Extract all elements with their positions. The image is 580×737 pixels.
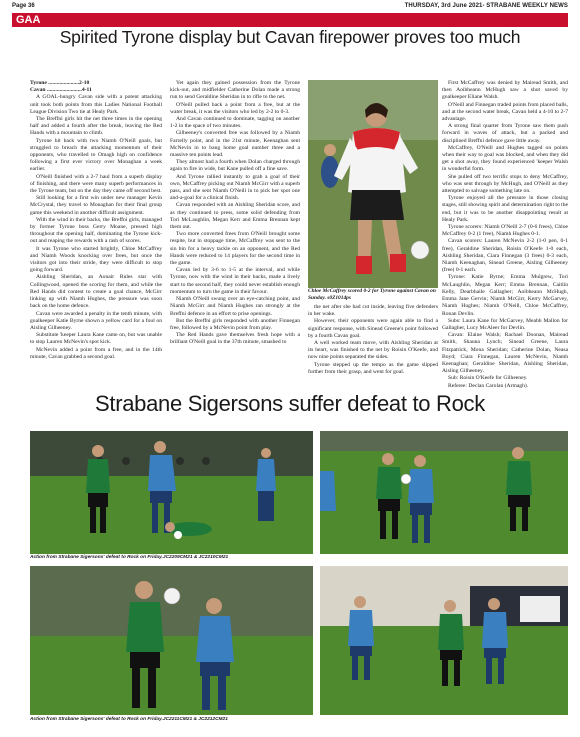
column-3-paragraphs <box>308 304 438 376</box>
paragraph: Tyrone hit back with two Niamh O'Neill goals, but struggled to breach the attacking momentum of their opponents, who travelled to Omagh high on confidence following a first ever victory over Monaghan a week earlier. <box>30 137 162 173</box>
photo-bottom-left <box>30 566 313 715</box>
photo-top-right-illustration <box>320 431 568 554</box>
photo-top-right <box>320 431 568 554</box>
paragraph: Referee: Declan Carolan (Armagh). <box>448 382 529 389</box>
paragraph: McCaffrey, O'Neill and Hughes tagged on points when their way to goal was blocked, and when they did get a shot away, they found experienced 'keeper Walsh in wonderful form. <box>442 144 568 173</box>
paragraph: The Breffni girls hit the net three times in the opening half and added a fourth after the break, leaving the Red Hands with a mountain to climb. <box>30 116 162 137</box>
player-photo-illustration <box>308 80 438 288</box>
story1-column-1 <box>30 80 162 380</box>
paragraph: The Red Hands gave themselves fresh hope with a brilliant O'Neill goal in the 37th minute, smashed to <box>170 332 300 346</box>
section-bar <box>12 13 568 27</box>
paragraph: Subs: Laura Kane for McGarvey, Meabh Mallon for Gallagher, Lucy McAleer for Devlin. <box>442 317 568 331</box>
paragraph: And Cavan continued to dominate, tagging on another 1-2 in the space of two minutes. <box>170 116 300 130</box>
paragraph: the net after she had cut inside, leaving five defenders in her wake. <box>308 304 438 318</box>
story1-column-4 <box>442 80 569 389</box>
photo-bottom-right <box>320 566 568 715</box>
main-photo-caption: Chloe McCaffrey scored 0-2 for Tyrone against Cavan on Sunday. s0Z1014ps <box>308 288 436 301</box>
column-4-paragraphs <box>442 80 568 390</box>
paragraph: And Tyrone rallied instantly to grab a goal of their own, McCaffrey picking out Niamh McGirr with a superb pass, and she sent Niamh O'Neill in to pick her spot one and-a-goal for a clinical finish. <box>170 173 300 202</box>
section-label: GAA <box>16 14 41 26</box>
column-1-paragraphs <box>30 94 162 361</box>
story2-headline: Strabane Sigersons suffer defeat to Rock <box>95 391 485 416</box>
paragraph: Substitute 'keeper Laura Kane came on, but was unable to stop Lauren McNevin's spot kick. <box>30 332 162 346</box>
paragraph: O'Neill pulled back a point from a free, but at the water break, it was the visitors who led by 2-2 to 0-3. <box>170 101 300 115</box>
paragraph: Sub: Roisin O'Keefe for Gilheeney. <box>448 375 528 382</box>
paragraph: Aishling Sheridan, an Aonair Rules star with Collingwood, opened the scoring for them, and while the Red Hands did contest to create a goal chance, McGirr linking up with Niamh Hughes, the pressure was soon back on the home defence. <box>30 274 162 310</box>
column-2-paragraphs <box>170 80 300 347</box>
paragraph: McNevin added a point from a free, and in the 14th minute, Cavan grabbed a second goal. <box>30 346 162 360</box>
date-line: THURSDAY, 3rd June 2021- STRABANE WEEKLY NEWS <box>404 3 568 9</box>
story1-column-2 <box>170 80 300 380</box>
photo-top-left-illustration <box>30 431 313 554</box>
score-tyrone: Tyrone ......................2-10 <box>30 80 90 86</box>
paragraph: Two more converted frees from O'Neill brought some respite, but in stoppage time, McCaffrey was sent to the sin bin for a heavy tackle on an opponent, and the Red Hands were reduced to 14 players for the second time in the game. <box>170 231 300 267</box>
story1-headline: Spirited Tyrone display but Cavan firepower proves too much <box>59 27 521 47</box>
paragraph: But the Breffni girls responded with another Finnegan free, followed by a McNevin point from play. <box>170 317 300 331</box>
paragraph: Tyrone scorers: Niamh O'Neill 2-7 (0-6 frees), Chloe McCaffrey 0-2 (1 free), Niamh Hughes 0-1. <box>442 224 568 238</box>
paragraph: Cavan were awarded a penalty in the tenth minute, with goalkeeper Katie Byrne shown a yellow card for a foul on Aisling Gilheeney. <box>30 310 162 331</box>
story1-column-3 <box>308 304 438 380</box>
paragraph: Cavan: Elaine Walsh; Rachael Doonan, Mairead Smith, Shauna Lynch; Sinead Greene, Laura Fitzpatrick, Mona Sheridan; Catherine Dolan, Neasa Boyd; Ciara Finnegan, Lauren McNevin, Niamh Keenaghan; Geraldine Sheridan, Aishling Sheridan, Aisling Gilheeney. <box>442 332 568 375</box>
paragraph: With the wind in their backs, the Breffni girls, managed by former Tyrone boss Gerry Moane, pressed high throughout the opening half, dominating the Tyrone kick-out and reaping the rewards with a rash of scores. <box>30 216 162 245</box>
paragraph: Gilheeney's converted free was followed by a Niamh Farrelly point, and in the 21st minute, Keenaghan sent McNevin in to bang home goal number three and a massive ten points lead. <box>170 130 300 159</box>
paragraph: A well worked team move, with Aishling Sheridan at its heart, was finished to the net by Roisin O'Keefe, and now nine points separated the sides. <box>308 340 438 361</box>
score-block <box>30 80 162 94</box>
photo-bottom-right-illustration <box>320 566 568 715</box>
paragraph: She pulled off two terrific stops to deny McCaffrey, who was sent through by McHugh, and O'Neill as they attempted to salvage something late on. <box>442 173 568 195</box>
paragraph: A GOAL-hungry Cavan side with a potent attacking unit took both points from this Ladies National Football League Division Two tie at Healy Park. <box>30 94 162 115</box>
paragraph: Still looking for a first win under new manager Kevin McCrystal, they travel to Monaghan for their final group game this weekend in another difficult assignment. <box>30 195 162 216</box>
paragraph: First McCaffrey was denied by Mairead Smith, and then Aoibheann McHugh saw a shot saved by goalkeeper Eliane Walsh. <box>442 80 568 101</box>
paragraph: It was Tyrone who started brightly, Chloe McCaffrey and Niamh Woods knocking over frees, but once the visitors got into their stride, they were difficult to stop going forward. <box>30 245 162 274</box>
caption-top: Action from Strabane Sigersons' defeat to Rock on Friday.JC2209CM21 & JC2210CM21 <box>30 555 229 560</box>
paragraph: Niamh O'Neill swung over an eye-catching point, and Niamh McGirr and Niamh Hughes ran strongly at the Breffni defence in an effort to prise openings. <box>170 296 300 317</box>
photo-bottom-left-illustration <box>30 566 313 715</box>
paragraph: Tyrone stepped up the tempo as the game slipped further from their grasp, and went for goal. <box>308 361 438 375</box>
page-number: Page 36 <box>12 3 35 9</box>
paragraph: Cavan led by 3-6 to 1-5 at the interval, and while Tyrone, now with the wind in their backs, made a lively start to the second half, they could never establish enough momentum to turn the game in their favour. <box>170 267 300 295</box>
paragraph: Tyrone enjoyed all the pressure in those closing stages, still showing spirit and determination right to the end, but it was to be another disappointing result at Healy Park. <box>442 195 568 223</box>
paragraph: However, their opponents were again able to find a significant response, with Sinead Greene's point followed by a fourth Cavan goal. <box>308 318 438 339</box>
player-photo <box>308 80 438 288</box>
score-cavan: Cavan .........................4-11 <box>30 87 92 94</box>
paragraph: Tyrone: Katie Byrne; Emma Mulgrew, Tori McLaughlin, Megan Kerr; Emma Brennan, Caitlin Kelly, Dearbhaile Gallagher; Aoibheann McHugh, Emma Jane Gervin; Niamh McGirr, Kerry McGarvey, Niamh Hughes; Niamh O'Neill, Chloe McCaffrey, Ronan Devlin. <box>442 274 568 317</box>
caption-bottom: Action from Strabane Sigersons' defeat to Rock on Friday.JC2211CM21 & JC2212CM21 <box>30 717 228 722</box>
paragraph: Cavan scorers: Lauren McNevin 2-2 (1-0 pen, 0-1 free), Geraldine Sheridan, Roisin O'Keefe 1-0 each, Aishling Sheridan, Ciara Finnegan (3 frees) 0-3 each, Niamh Keenaghan, Sinead Greene, Aisling Gilheeney (free) 0-1 each. <box>442 238 568 274</box>
paragraph: O'Neill finished with a 2-7 haul from a superb display of finishing, and there were many superb performances in the Tyrone team, but on the day they came off second best. <box>30 173 162 195</box>
paragraph: O'Neill and Finnegan traded points from placed balls, and at the second water break, Cavan held a 4-10 to 2-7 advantage. <box>442 101 569 123</box>
paragraph: Cavan responded with an Aishling Sheridan score, and as they continued to press, some solid defending from Tori McLaughlin, Megan Kerr and Emma Brennan kept them out. <box>170 202 300 231</box>
paragraph: They almost had a fourth when Dolan charged through again to fire in wide, but Kane pulled off a fine save. <box>170 159 300 173</box>
paragraph: Yet again they gained possession from the Tyrone kick-out, and midfielder Catherine Dolan made a strong run to send Geraldine Sheridan in to rifle to the net. <box>170 80 300 101</box>
photo-top-left <box>30 431 313 554</box>
paragraph: A strong final quarter from Tyrone saw them push forward in waves of attack, but a packed and disciplined Breffni defence gave little away. <box>442 123 568 144</box>
